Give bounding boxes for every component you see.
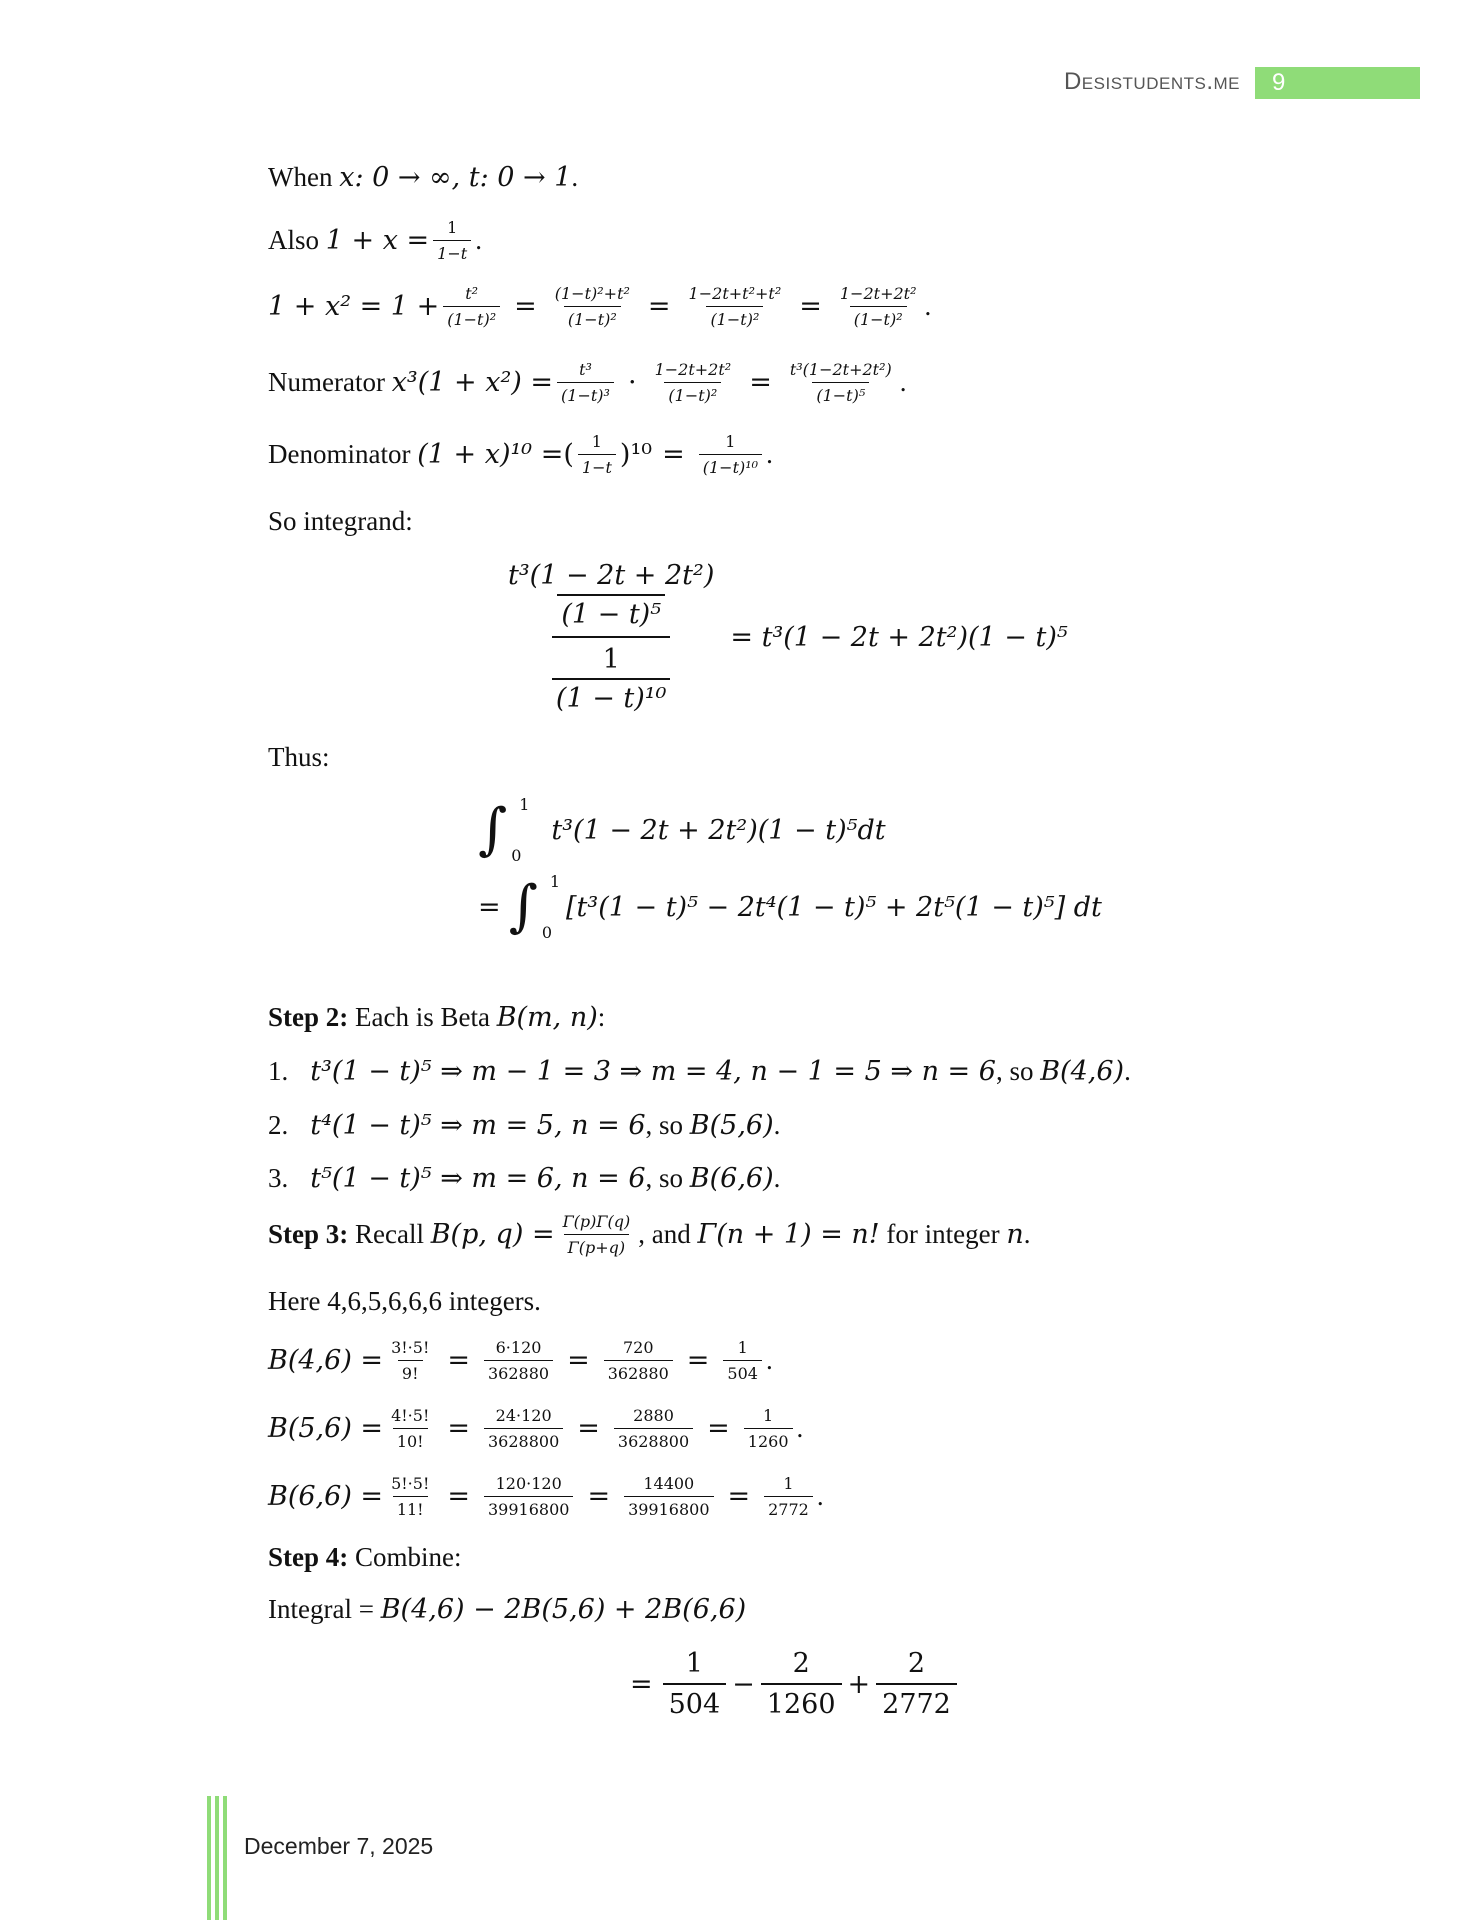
- line-final-sum: = $\frac{1}{504}$ − $\frac{2}{1260}$ + $\frac{2}{2772}$: [630, 1648, 963, 1720]
- line-denominator: Denominator (1 + x)¹⁰ = ( $\frac{1}{1-t}$ ) ¹⁰ = $\frac{1}{\text{(1−t)¹⁰}}$ .: [268, 432, 773, 477]
- integral-icon: ∫: [478, 797, 508, 862]
- line-also: Also 1 + x = $\frac{1}{1-t}$ .: [268, 218, 482, 263]
- compound-fraction: $\frac{\frac{\text{t³(1 − 2t + 2t²)}}{\text{(1 − t)⁵}}}{\frac{1}{\text{(1 − t)¹⁰}}}$: [508, 560, 715, 714]
- line-step2: Step 2: Each is Beta B(m, n) :: [268, 1002, 606, 1033]
- text-here: Here 4,6,5,6,6,6 integers.: [268, 1286, 541, 1316]
- integral-icon: ∫: [508, 874, 538, 939]
- math-limits: x: 0 → ∞, t: 0 → 1: [339, 162, 572, 193]
- text-denominator: Denominator: [268, 439, 411, 469]
- list-item-1: 1. t³(1 − t)⁵ ⇒ m − 1 = 3 ⇒ m = 4, n − 1 = 5 ⇒ n = 6 , so B(4,6) .: [268, 1056, 1131, 1087]
- line-step4: Step 4: Combine:: [268, 1542, 462, 1572]
- equation-integrand: $\frac{\frac{\text{t³(1 − 2t + 2t²)}}{\text{(1 − t)⁵}}}{\frac{1}{\text{(1 − t)¹⁰}}}$ = t³(1 − 2t + 2t²)(1 − t)⁵: [500, 560, 1068, 714]
- footer-accent-bars: [207, 1796, 227, 1920]
- line-b66: B(6,6) = $\frac{5!\cdot 5!}{11!}$ = $\frac{120\cdot 120}{39916800}$ = $\frac{14400}{39916800}$ = $\frac{1}{2772}$ .: [268, 1474, 824, 1519]
- line-numerator: Numerator x³(1 + x²) = $\frac{\text{t³}}{\text{(1−t)³}}$ · $\frac{\text{1−2t+2t²}}{\text{(1−t)²}}$ = $\frac{\text{t³(1−2t+2t²)}}{\text{(1−t)⁵}}$ .: [268, 360, 907, 405]
- line-b46: B(4,6) = $\frac{3!\cdot 5!}{9!}$ = $\frac{6\cdot 120}{362880}$ = $\frac{720}{362880}$ = $\frac{1}{504}$ .: [268, 1338, 773, 1383]
- list-item-3: 3. t⁵(1 − t)⁵ ⇒ m = 6, n = 6 , so B(6,6) .: [268, 1163, 781, 1194]
- header-page-number: 9: [1255, 67, 1420, 99]
- line-limits: When x: 0 → ∞, t: 0 → 1 .: [268, 162, 579, 193]
- equation-integral-1: ∫ 1 0 t³(1 − 2t + 2t²)(1 − t)⁵dt: [478, 795, 886, 865]
- equation-integral-2: = ∫ 1 0 [t³(1 − t)⁵ − 2t⁴(1 − t)⁵ + 2t⁵(1 − t)⁵] dt: [478, 872, 1102, 942]
- math-lhs: 1 + x² = 1 +: [268, 291, 440, 322]
- text-so-integrand: So integrand:: [268, 506, 413, 536]
- line-b56: B(5,6) = $\frac{4!\cdot 5!}{10!}$ = $\frac{24\cdot 120}{3628800}$ = $\frac{2880}{3628800}$ = $\frac{1}{1260}$ .: [268, 1406, 804, 1451]
- text-thus: Thus:: [268, 742, 330, 772]
- line-step3: Step 3: Recall B(p, q) = $\frac{\Gamma(p)\Gamma(q)}{\Gamma(p+q)}$ , and Γ(n + 1) = n! for integer n .: [268, 1212, 1031, 1257]
- line-one-plus-x2: 1 + x² = 1 + $\frac{\text{t²}}{\text{(1−t)²}}$ = $\frac{\text{(1−t)²+t²}}{\text{(1−t)²}}$ = $\frac{\text{1−2t+t²+t²}}{\text{(1−t)²}}$ = $\frac{\text{1−2t+2t²}}{\text{(1−t)²}}$ .: [268, 284, 932, 329]
- footer-date: December 7, 2025: [244, 1833, 434, 1859]
- fraction: $\frac{1}{1-t}$: [433, 218, 471, 263]
- text-also: Also: [268, 225, 320, 255]
- line-integral-combine: Integral = B(4,6) − 2B(5,6) + 2B(6,6): [268, 1594, 747, 1625]
- list-item-2: 2. t⁴(1 − t)⁵ ⇒ m = 5, n = 6 , so B(5,6) .: [268, 1110, 781, 1141]
- text-numerator: Numerator: [268, 367, 385, 397]
- text-when: When: [268, 162, 333, 192]
- header-site-name: Desistudents.me: [1063, 68, 1240, 95]
